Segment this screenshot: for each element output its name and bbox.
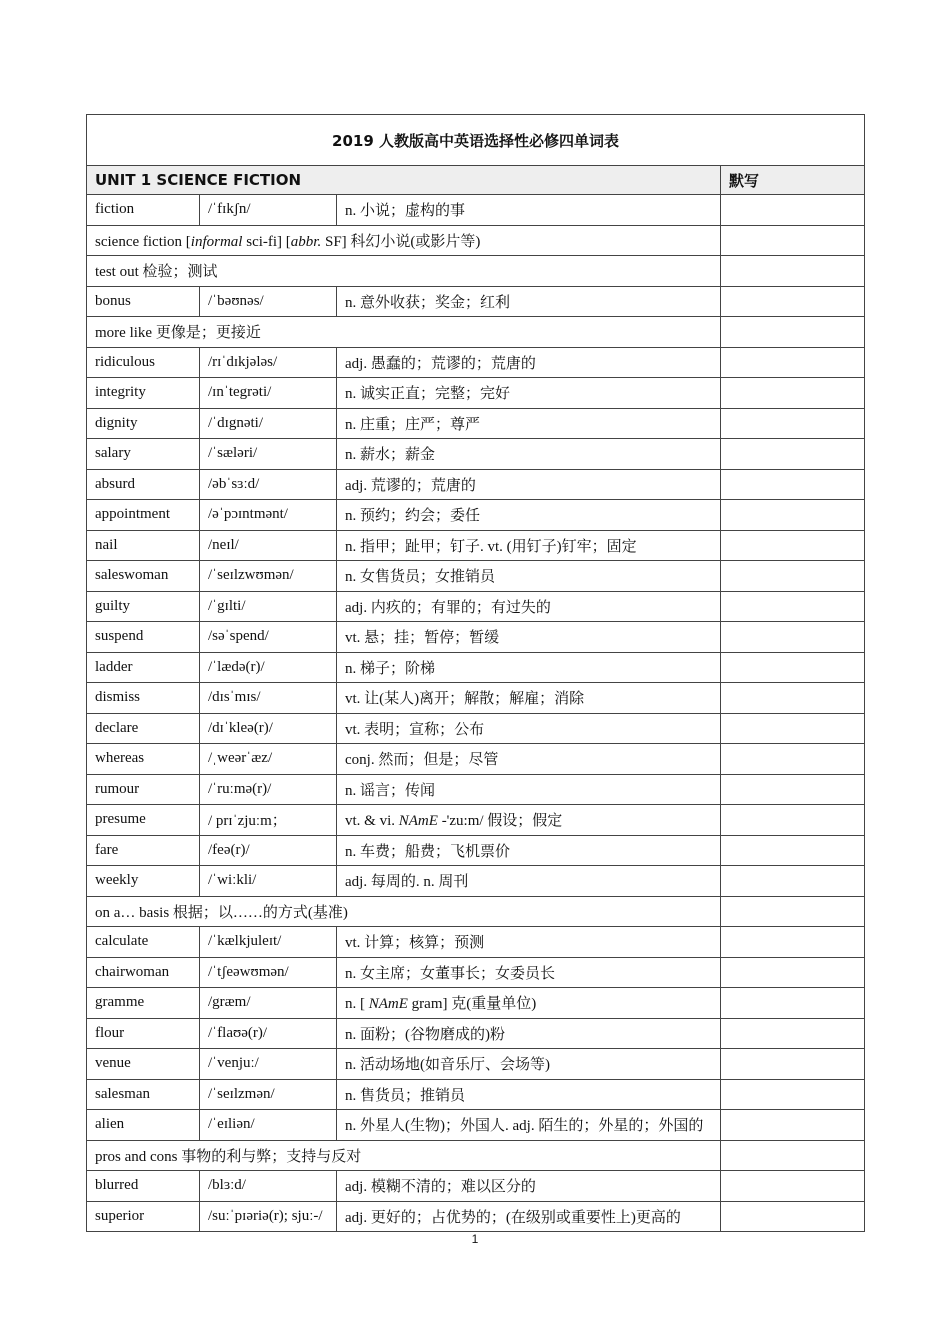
meaning-cell: vt. & vi. NAmE -'zu:m/ 假设；假定: [337, 805, 721, 836]
word-row: [87, 957, 865, 988]
word-cell: appointment: [87, 500, 200, 531]
unit-title: UNIT 1 SCIENCE FICTION: [87, 166, 721, 195]
meaning-cell: n. 活动场地(如音乐厅、会场等): [337, 1049, 721, 1080]
meaning-cell: adj. 内疚的；有罪的；有过失的: [337, 591, 721, 622]
word-row: [87, 378, 865, 409]
dictation-cell: [721, 256, 865, 287]
phonetic-cell: /græm/: [200, 988, 337, 1019]
word-row: [87, 561, 865, 592]
phrase-row: [87, 896, 865, 927]
phonetic-cell: /ˈkælkjuleɪt/: [200, 927, 337, 958]
meaning-cell: n. 意外收获；奖金；红利: [337, 286, 721, 317]
dictation-cell: [721, 317, 865, 348]
dictation-cell: [721, 347, 865, 378]
word-cell: fare: [87, 835, 200, 866]
word-row: [87, 1079, 865, 1110]
dictation-cell: [721, 1110, 865, 1141]
word-cell: alien: [87, 1110, 200, 1141]
word-cell: chairwoman: [87, 957, 200, 988]
page-number: 1: [471, 1232, 479, 1246]
word-cell: dismiss: [87, 683, 200, 714]
vocabulary-table-body: [87, 115, 865, 1232]
meaning-cell: adj. 荒谬的；荒唐的: [337, 469, 721, 500]
word-row: [87, 1049, 865, 1080]
title-row: [87, 115, 865, 166]
phonetic-cell: /ˈseɪlzwʊmən/: [200, 561, 337, 592]
dictation-cell: [721, 561, 865, 592]
dictation-cell: [721, 378, 865, 409]
phonetic-cell: /ɪnˈtegrəti/: [200, 378, 337, 409]
meaning-cell: vt. 计算；核算；预测: [337, 927, 721, 958]
word-row: [87, 347, 865, 378]
unit-header-row: [87, 166, 865, 195]
dictation-cell: [721, 1018, 865, 1049]
meaning-cell: n. 诚实正直；完整；完好: [337, 378, 721, 409]
dictation-cell: [721, 591, 865, 622]
meaning-cell: n. 女售货员；女推销员: [337, 561, 721, 592]
meaning-cell: n. 预约；约会；委任: [337, 500, 721, 531]
dictation-cell: [721, 500, 865, 531]
meaning-cell: n. 小说；虚构的事: [337, 195, 721, 226]
word-cell: integrity: [87, 378, 200, 409]
dictation-cell: [721, 713, 865, 744]
dictation-cell: [721, 896, 865, 927]
meaning-cell: adj. 模糊不清的；难以区分的: [337, 1171, 721, 1202]
phonetic-cell: /feə(r)/: [200, 835, 337, 866]
word-row: [87, 774, 865, 805]
vocabulary-table: [86, 114, 865, 1232]
dictation-cell: [721, 805, 865, 836]
dictation-cell: [721, 957, 865, 988]
dictation-cell: [721, 225, 865, 256]
word-cell: saleswoman: [87, 561, 200, 592]
phrase-row: [87, 256, 865, 287]
dictation-cell: [721, 774, 865, 805]
phonetic-cell: /blɜːd/: [200, 1171, 337, 1202]
meaning-cell: vt. 让(某人)离开；解散；解雇；消除: [337, 683, 721, 714]
phonetic-cell: /səˈspend/: [200, 622, 337, 653]
meaning-cell: n. 外星人(生物)；外国人. adj. 陌生的；外星的；外国的: [337, 1110, 721, 1141]
phonetic-cell: / prɪˈzjuːm；: [200, 805, 337, 836]
word-row: [87, 988, 865, 1019]
dictation-cell: [721, 1140, 865, 1171]
dictation-cell: [721, 1171, 865, 1202]
word-cell: bonus: [87, 286, 200, 317]
word-cell: superior: [87, 1201, 200, 1232]
meaning-cell: n. 女主席；女董事长；女委员长: [337, 957, 721, 988]
meaning-cell: vt. 悬；挂；暂停；暂缓: [337, 622, 721, 653]
phrase-cell: more like 更像是；更接近: [87, 317, 721, 348]
dictation-header: 默写: [721, 166, 865, 195]
word-row: [87, 408, 865, 439]
dictation-cell: [721, 622, 865, 653]
word-cell: ladder: [87, 652, 200, 683]
word-cell: nail: [87, 530, 200, 561]
word-cell: dignity: [87, 408, 200, 439]
phonetic-cell: /rɪˈdɪkjələs/: [200, 347, 337, 378]
word-cell: blurred: [87, 1171, 200, 1202]
phonetic-cell: /ˌweərˈæz/: [200, 744, 337, 775]
dictation-cell: [721, 469, 865, 500]
phrase-cell: test out 检验；测试: [87, 256, 721, 287]
phonetic-cell: /ˈeɪliən/: [200, 1110, 337, 1141]
phonetic-cell: /suːˈpɪəriə(r); sjuː-/: [200, 1201, 337, 1232]
meaning-cell: adj. 愚蠢的；荒谬的；荒唐的: [337, 347, 721, 378]
meaning-cell: n. 薪水；薪金: [337, 439, 721, 470]
phonetic-cell: /əˈpɔɪntmənt/: [200, 500, 337, 531]
word-cell: salary: [87, 439, 200, 470]
phonetic-cell: /ˈdɪgnəti/: [200, 408, 337, 439]
dictation-cell: [721, 530, 865, 561]
phonetic-cell: /ˈvenjuː/: [200, 1049, 337, 1080]
word-cell: presume: [87, 805, 200, 836]
phrase-row: [87, 225, 865, 256]
meaning-cell: n. 售货员；推销员: [337, 1079, 721, 1110]
word-cell: guilty: [87, 591, 200, 622]
word-row: [87, 1201, 865, 1232]
word-row: [87, 286, 865, 317]
meaning-cell: adj. 更好的；占优势的；(在级别或重要性上)更高的: [337, 1201, 721, 1232]
meaning-cell: n. [ NAmE gram] 克(重量单位): [337, 988, 721, 1019]
phonetic-cell: /ˈlædə(r)/: [200, 652, 337, 683]
dictation-cell: [721, 439, 865, 470]
phonetic-cell: /ˈbəʊnəs/: [200, 286, 337, 317]
word-cell: weekly: [87, 866, 200, 897]
phrase-row: [87, 1140, 865, 1171]
word-row: [87, 683, 865, 714]
word-cell: rumour: [87, 774, 200, 805]
phonetic-cell: /ˈsæləri/: [200, 439, 337, 470]
document-title: 2019 人教版高中英语选择性必修四单词表: [87, 115, 865, 166]
word-row: [87, 1171, 865, 1202]
phonetic-cell: /ˈseɪlzmən/: [200, 1079, 337, 1110]
phonetic-cell: /ˈfɪkʃn/: [200, 195, 337, 226]
dictation-cell: [721, 866, 865, 897]
dictation-cell: [721, 744, 865, 775]
word-cell: venue: [87, 1049, 200, 1080]
phonetic-cell: /ˈgɪlti/: [200, 591, 337, 622]
phonetic-cell: /ˈtʃeəwʊmən/: [200, 957, 337, 988]
word-row: [87, 530, 865, 561]
meaning-cell: conj. 然而；但是；尽管: [337, 744, 721, 775]
meaning-cell: adj. 每周的. n. 周刊: [337, 866, 721, 897]
word-cell: suspend: [87, 622, 200, 653]
word-row: [87, 805, 865, 836]
meaning-cell: n. 指甲；趾甲；钉子. vt. (用钉子)钉牢；固定: [337, 530, 721, 561]
dictation-cell: [721, 835, 865, 866]
word-row: [87, 1110, 865, 1141]
word-row: [87, 713, 865, 744]
word-row: [87, 652, 865, 683]
meaning-cell: n. 车费；船费；飞机票价: [337, 835, 721, 866]
phonetic-cell: /ˈwiːkli/: [200, 866, 337, 897]
dictation-cell: [721, 1079, 865, 1110]
word-cell: whereas: [87, 744, 200, 775]
word-cell: ridiculous: [87, 347, 200, 378]
word-cell: salesman: [87, 1079, 200, 1110]
word-row: [87, 866, 865, 897]
dictation-cell: [721, 988, 865, 1019]
phrase-cell: on a… basis 根据；以……的方式(基准): [87, 896, 721, 927]
phrase-cell: science fiction [informal sci-fi] [abbr. SF] 科幻小说(或影片等): [87, 225, 721, 256]
phonetic-cell: /dɪˈkleə(r)/: [200, 713, 337, 744]
word-cell: flour: [87, 1018, 200, 1049]
phonetic-cell: /ˈflaʊə(r)/: [200, 1018, 337, 1049]
phrase-cell: pros and cons 事物的利与弊；支持与反对: [87, 1140, 721, 1171]
word-row: [87, 835, 865, 866]
word-row: [87, 744, 865, 775]
dictation-cell: [721, 408, 865, 439]
dictation-cell: [721, 195, 865, 226]
phonetic-cell: /neɪl/: [200, 530, 337, 561]
word-row: [87, 195, 865, 226]
dictation-cell: [721, 683, 865, 714]
phrase-row: [87, 317, 865, 348]
meaning-cell: vt. 表明；宣称；公布: [337, 713, 721, 744]
dictation-cell: [721, 652, 865, 683]
word-cell: absurd: [87, 469, 200, 500]
phonetic-cell: /ˈruːmə(r)/: [200, 774, 337, 805]
dictation-cell: [721, 286, 865, 317]
word-row: [87, 1018, 865, 1049]
meaning-cell: n. 谣言；传闻: [337, 774, 721, 805]
dictation-cell: [721, 927, 865, 958]
meaning-cell: n. 庄重；庄严；尊严: [337, 408, 721, 439]
meaning-cell: n. 梯子；阶梯: [337, 652, 721, 683]
word-row: [87, 439, 865, 470]
dictation-cell: [721, 1049, 865, 1080]
word-cell: fiction: [87, 195, 200, 226]
word-row: [87, 591, 865, 622]
dictation-cell: [721, 1201, 865, 1232]
meaning-cell: n. 面粉；(谷物磨成的)粉: [337, 1018, 721, 1049]
word-row: [87, 500, 865, 531]
word-cell: calculate: [87, 927, 200, 958]
word-row: [87, 622, 865, 653]
phonetic-cell: /dɪsˈmɪs/: [200, 683, 337, 714]
word-cell: gramme: [87, 988, 200, 1019]
phonetic-cell: /əbˈsɜːd/: [200, 469, 337, 500]
word-row: [87, 927, 865, 958]
word-cell: declare: [87, 713, 200, 744]
word-row: [87, 469, 865, 500]
